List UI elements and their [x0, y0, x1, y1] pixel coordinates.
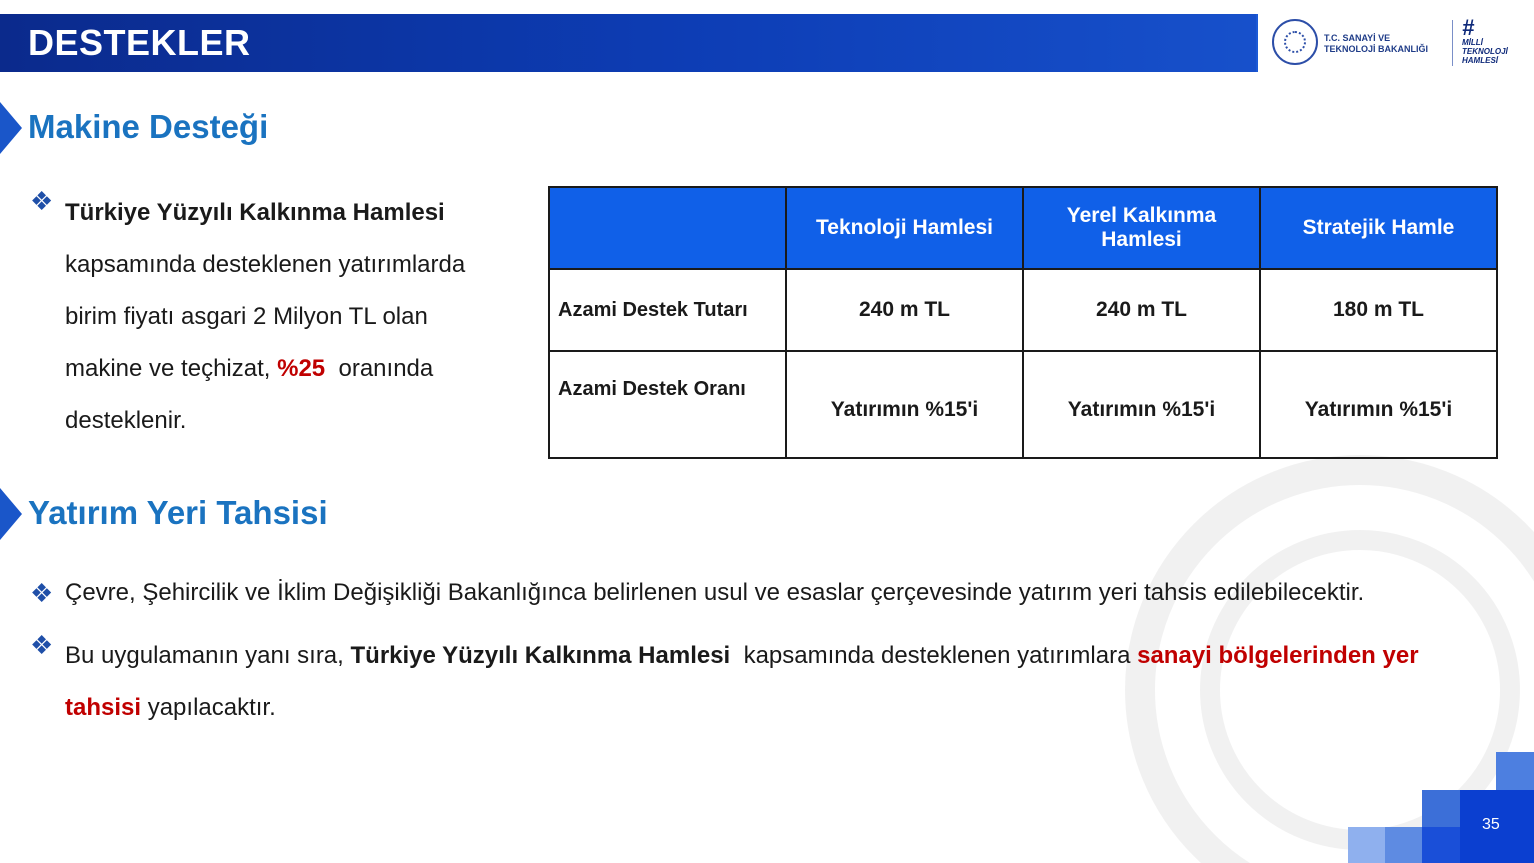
bullet1-text: Çevre, Şehircilik ve İklim Değişikliği Bakanlığınca belirlenen usul ve esaslar çerçevesinde yatırım yeri tahsis edilebilecektir.: [65, 579, 1365, 606]
table-header-cell: Teknoloji Hamlesi: [786, 187, 1023, 269]
support-table: [548, 186, 1498, 459]
table-cell: Yatırımın %15'i: [1260, 351, 1497, 458]
header-bar: [0, 14, 1534, 72]
page-number: 35: [1482, 816, 1500, 833]
text-line: kapsamında desteklenen yatırımlarda: [65, 251, 466, 278]
milli-teknoloji-logo: [1462, 15, 1524, 68]
ministry-name: [1324, 33, 1444, 55]
table-header-cell: [549, 187, 786, 269]
highlight-rate: %25: [277, 355, 326, 382]
diamond-bullet-icon: ❖: [30, 186, 54, 216]
milli-logo-line3: HAMLESİ: [1462, 56, 1498, 65]
milli-logo-line1: MİLLİ: [1462, 38, 1483, 47]
table-cell: 180 m TL: [1260, 269, 1497, 351]
text-segment: Bu uygulamanın yanı sıra,: [65, 642, 351, 669]
decor-block: [1422, 827, 1460, 863]
diamond-bullet-icon: ❖: [30, 578, 54, 608]
section-marker-icon: [0, 102, 22, 154]
table-cell: 240 m TL: [1023, 269, 1260, 351]
ministry-emblem-icon: [1272, 19, 1318, 65]
table-row: [549, 351, 1497, 458]
decor-block: [1385, 827, 1422, 863]
bullet2-text: [65, 630, 1505, 734]
text-segment: yapılacaktır.: [141, 694, 276, 721]
page-title: DESTEKLER: [28, 22, 251, 63]
ministry-name-line2: TEKNOLOJİ BAKANLIĞI: [1324, 44, 1429, 54]
section-title-makine: Makine Desteği: [28, 108, 269, 145]
decor-block: [1422, 790, 1460, 827]
bold-program-name: Türkiye Yüzyılı Kalkınma Hamlesi: [350, 642, 731, 669]
text-line: makine ve teçhizat,: [65, 355, 278, 382]
table-cell: 240 m TL: [786, 269, 1023, 351]
text-line: oranında: [325, 355, 434, 382]
table-cell: Yatırımın %15'i: [786, 351, 1023, 458]
table-row-label: Azami Destek Oranı: [549, 351, 786, 458]
text-line: desteklenir.: [65, 407, 187, 434]
table-header-cell: Yerel Kalkınma Hamlesi: [1023, 187, 1260, 269]
section-marker-icon: [0, 488, 22, 540]
bold-program-name: Türkiye Yüzyılı Kalkınma Hamlesi: [65, 199, 445, 226]
logo-area: [1256, 14, 1534, 72]
table-header-row: [549, 187, 1497, 269]
decor-block: [1348, 827, 1385, 863]
text-segment: kapsamında desteklenen yatırımlara: [730, 642, 1138, 669]
highlight-text: sanayi bölgelerinden yer: [1137, 642, 1419, 669]
makine-desteği-text: [65, 187, 525, 447]
table-header-cell: Stratejik Hamle: [1260, 187, 1497, 269]
table-cell: Yatırımın %15'i: [1023, 351, 1260, 458]
milli-logo-hash: #: [1462, 15, 1475, 40]
highlight-text: tahsisi: [65, 694, 142, 721]
decor-block: [1496, 752, 1534, 790]
logo-divider: [1256, 14, 1258, 72]
text-line: birim fiyatı asgari 2 Milyon TL olan: [65, 303, 428, 330]
table-row-label: Azami Destek Tutarı: [549, 269, 786, 351]
logo-divider: [1452, 20, 1453, 66]
ministry-name-line1: T.C. SANAYİ VE: [1324, 33, 1391, 43]
table-row: [549, 269, 1497, 351]
section-title-yatirim: Yatırım Yeri Tahsisi: [28, 494, 328, 531]
milli-logo-line2: TEKNOLOJİ: [1462, 47, 1508, 56]
diamond-bullet-icon: ❖: [30, 630, 54, 660]
